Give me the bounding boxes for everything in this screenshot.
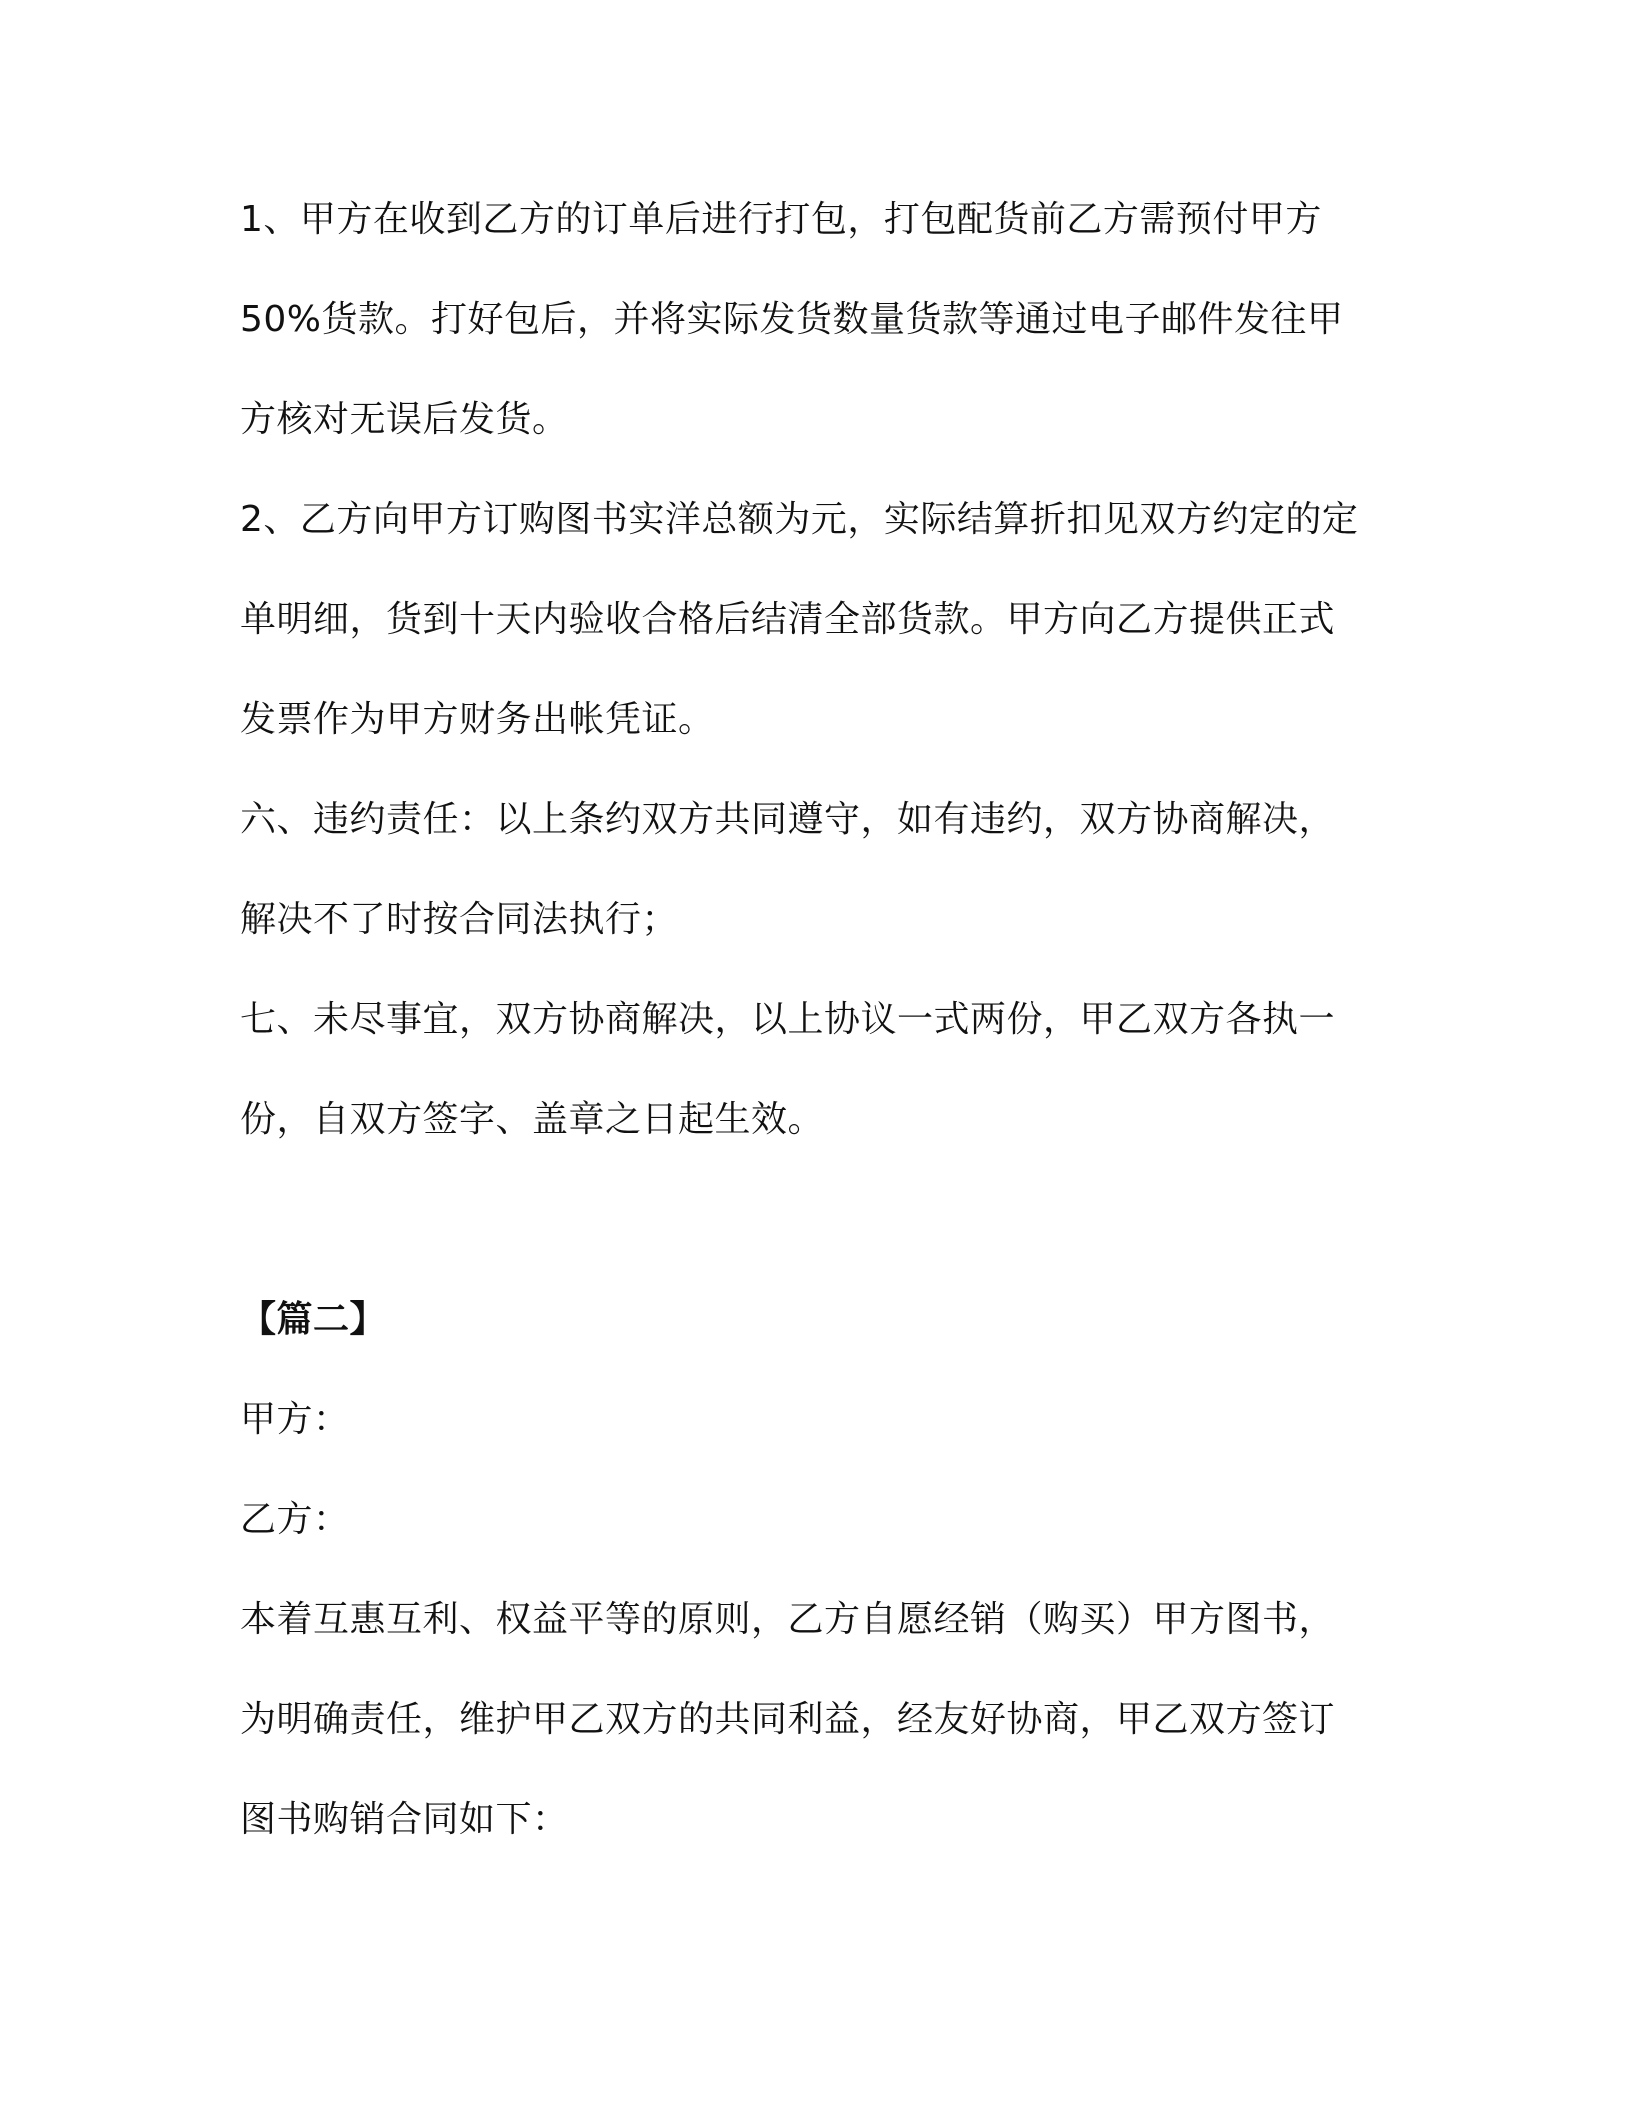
document-page [240, 0, 1400, 2112]
clause-2-line-3: 发票作为甲方财务出帐凭证。 [240, 699, 715, 740]
clause-2-line-2: 单明细，货到十天内验收合格后结清全部货款。甲方向乙方提供正式 [240, 599, 1336, 640]
party-b-label: 乙方： [240, 1499, 350, 1540]
intro-line-2: 为明确责任，维护甲乙双方的共同利益，经友好协商，甲乙双方签订 [240, 1699, 1336, 1740]
clause-1-line-1: 1、甲方在收到乙方的订单后进行打包，打包配货前乙方需预付甲方 [240, 199, 1322, 240]
section-title: 【篇二】 [240, 1299, 387, 1340]
intro-line-3: 图书购销合同如下： [240, 1799, 569, 1840]
clause-6-line-1: 六、违约责任：以上条约双方共同遵守，如有违约，双方协商解决， [240, 799, 1336, 840]
clause-7-line-1: 七、未尽事宜，双方协商解决，以上协议一式两份，甲乙双方各执一 [240, 999, 1336, 1040]
party-a-label: 甲方： [240, 1399, 350, 1440]
clause-1-line-2: 50%货款。打好包后，并将实际发货数量货款等通过电子邮件发往甲 [240, 299, 1344, 340]
intro-line-1: 本着互惠互利、权益平等的原则，乙方自愿经销（购买）甲方图书， [240, 1599, 1336, 1640]
clause-2-line-1: 2、乙方向甲方订购图书实洋总额为元，实际结算折扣见双方约定的定 [240, 499, 1359, 540]
clause-7-line-2: 份，自双方签字、盖章之日起生效。 [240, 1099, 825, 1140]
clause-6-line-2: 解决不了时按合同法执行； [240, 899, 679, 940]
clause-1-line-3: 方核对无误后发货。 [240, 399, 569, 440]
